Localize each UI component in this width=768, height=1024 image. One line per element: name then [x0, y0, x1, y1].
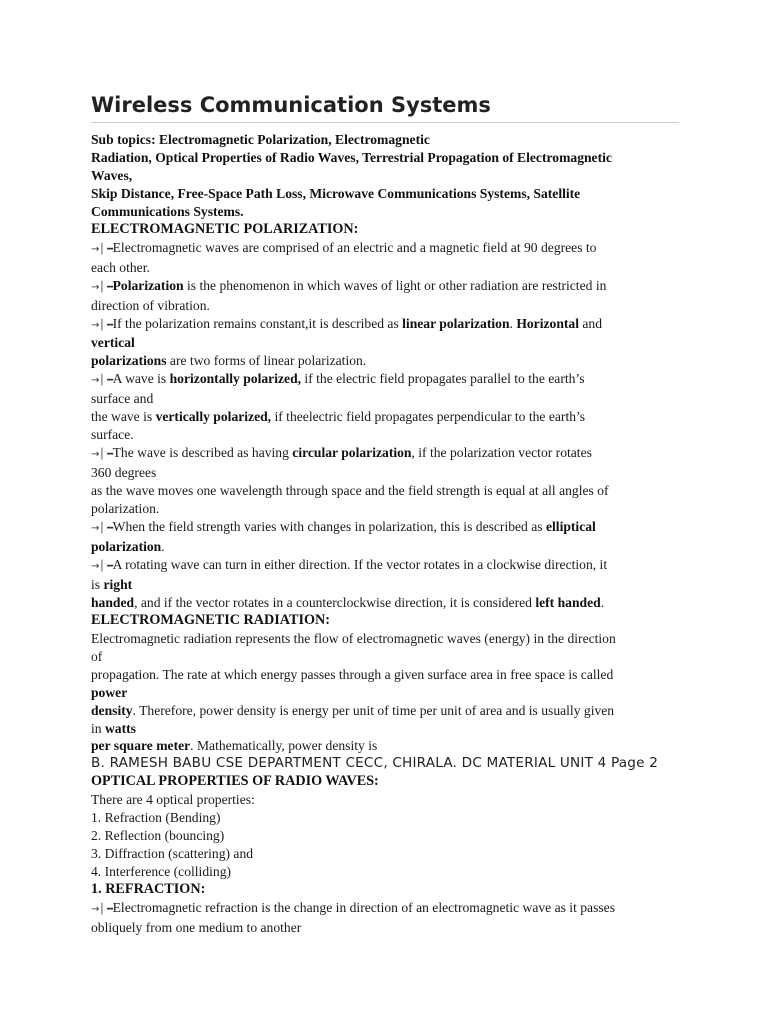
text-line: as the wave moves one wavelength through space and the field strength is equal at all angles of — [91, 483, 609, 499]
text-line: surface. — [91, 427, 134, 443]
subtopics-line: Sub topics: Electromagnetic Polarization, Electromagnetic — [91, 132, 430, 147]
text-line: in watts — [91, 720, 136, 736]
text-line: direction of vibration. — [91, 297, 210, 313]
list-item: 4. Interference (colliding) — [91, 864, 232, 880]
text-line: polarization. — [91, 538, 165, 554]
bullet-icon: →│ ━ — [91, 904, 113, 916]
subtopics-line: Radiation, Optical Properties of Radio Waves, Terrestrial Propagation of Electromagnetic — [91, 149, 612, 165]
text-line: is right — [91, 576, 133, 592]
text-line: There are 4 optical properties: — [91, 792, 255, 808]
bullet-icon: →│ ━ — [91, 281, 113, 293]
bullet-icon: →│ ━ — [91, 243, 113, 255]
bullet-line: →│ ━Polarization is the phenomenon in which waves of light or other radiation are restricted in — [91, 277, 607, 293]
text-line: the wave is vertically polarized, if theelectric field propagates perpendicular to the earth’s — [91, 409, 586, 425]
optical-heading: OPTICAL PROPERTIES OF RADIO WAVES: — [91, 773, 379, 790]
subtopics-line: Waves, — [91, 167, 133, 183]
subtopics-line: Communications Systems. — [91, 203, 244, 219]
bullet-line: →│ ━Electromagnetic refraction is the change in direction of an electromagnetic wave as it passes — [91, 900, 615, 916]
text-line: each other. — [91, 259, 150, 275]
document-title: Wireless Communication Systems — [91, 93, 491, 117]
text-line: obliquely from one medium to another — [91, 919, 302, 935]
list-item: 3. Diffraction (scattering) and — [91, 846, 254, 862]
bullet-line: →│ ━The wave is described as having circular polarization, if the polarization vector rotates — [91, 445, 592, 461]
bullet-line: →│ ━A rotating wave can turn in either direction. If the vector rotates in a clockwise direction, it — [91, 556, 608, 572]
title-divider — [91, 122, 679, 123]
bullet-line: →│ ━A wave is horizontally polarized, if the electric field propagates parallel to the earth’s — [91, 371, 585, 387]
polarization-heading: ELECTROMAGNETIC POLARIZATION: — [91, 220, 359, 237]
radiation-heading: ELECTROMAGNETIC RADIATION: — [91, 611, 330, 628]
bullet-icon: →│ ━ — [91, 449, 113, 461]
text-line: polarizations are two forms of linear polarization. — [91, 353, 367, 369]
text-line: surface and — [91, 391, 154, 407]
text-line: polarization. — [91, 501, 160, 517]
bullet-line: →│ ━If the polarization remains constant,it is described as linear polarization. Horizontal and — [91, 315, 603, 331]
text-line: of — [91, 648, 103, 664]
text-line: power — [91, 684, 128, 700]
text-line: density. Therefore, power density is energy per unit of time per unit of area and is usually given — [91, 702, 615, 718]
bullet-icon: →│ ━ — [91, 319, 113, 331]
text-line: 360 degrees — [91, 465, 157, 481]
text-line: vertical — [91, 335, 135, 351]
bullet-icon: →│ ━ — [91, 523, 113, 535]
bullet-icon: →│ ━ — [91, 375, 113, 387]
text-line: propagation. The rate at which energy passes through a given surface area in free space is called — [91, 666, 614, 682]
text-line: per square meter. Mathematically, power density is — [91, 738, 378, 754]
subtopics-line: Skip Distance, Free-Space Path Loss, Microwave Communications Systems, Satellite — [91, 185, 581, 201]
text-line: Electromagnetic radiation represents the flow of electromagnetic waves (energy) in the direction — [91, 630, 616, 646]
text-line: handed, and if the vector rotates in a counterclockwise direction, it is considered left handed. — [91, 594, 605, 610]
document-body — [91, 131, 681, 937]
bullet-line: →│ ━Electromagnetic waves are comprised of an electric and a magnetic field at 90 degrees to — [91, 239, 597, 255]
bullet-line: →│ ━When the field strength varies with changes in polarization, this is described as elliptical — [91, 519, 596, 535]
list-item: 1. Refraction (Bending) — [91, 810, 221, 826]
refraction-heading: 1. REFRACTION: — [91, 881, 206, 898]
page-footer: B. RAMESH BABU CSE DEPARTMENT CECC, CHIRALA. DC MATERIAL UNIT 4 Page 2 — [91, 755, 659, 772]
bullet-icon: →│ ━ — [91, 560, 113, 572]
list-item: 2. Reflection (bouncing) — [91, 828, 225, 844]
